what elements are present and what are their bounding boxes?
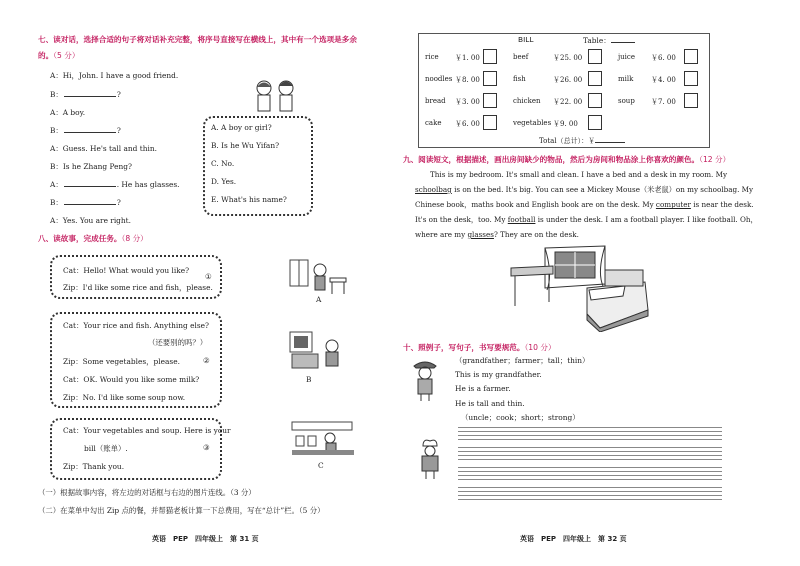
box2-line-3: Zip：Some vegetables，please.: [63, 357, 180, 366]
box2-number: ②: [203, 356, 210, 365]
bill-table: [418, 33, 710, 148]
option-a: A. A boy or girl?: [211, 123, 272, 132]
item-vegetables: vegetables: [513, 119, 552, 127]
example-hint: （grandfather；farmer；tall；thin）: [455, 356, 590, 365]
price-noodles: ￥8. 00: [455, 76, 480, 84]
price-fish: ￥26. 00: [553, 76, 583, 84]
answer-blank-4[interactable]: [64, 198, 116, 205]
passage-line-4: It's on the desk，too. My football is under the desk. I am a football player. I like football. Oh，: [415, 215, 758, 224]
answer-blank-1[interactable]: [64, 90, 116, 97]
box1-number: ①: [205, 272, 212, 281]
total-input[interactable]: [595, 136, 625, 143]
box3-line-1: Cat：Your vegetables and soup. Here is your: [63, 426, 231, 435]
price-cake: ￥6. 00: [455, 120, 480, 128]
checkbox-noodles[interactable]: [483, 71, 497, 86]
option-c: C. No.: [211, 159, 235, 168]
grandfather-illustration: [410, 358, 440, 402]
box3-line-2: bill（账单）.: [84, 444, 128, 453]
price-milk: ￥4. 00: [651, 76, 676, 84]
checkbox-chicken[interactable]: [588, 93, 602, 108]
task-hint: （uncle；cook；short；strong）: [461, 413, 580, 422]
checkbox-vegetables[interactable]: [588, 115, 602, 130]
dialog-line-7: A： . He has glasses.: [50, 180, 180, 189]
passage-line-3: Chinese book，maths book and English book are on the desk. My computer is near the desk.: [415, 200, 754, 209]
dialog-line-8: B： ?: [50, 198, 121, 207]
checkbox-rice[interactable]: [483, 49, 497, 64]
uncle-cook-illustration: [415, 438, 445, 480]
checkbox-soup[interactable]: [684, 93, 698, 108]
checkbox-cake[interactable]: [483, 115, 497, 130]
checkbox-milk[interactable]: [684, 71, 698, 86]
item-cake: cake: [425, 119, 442, 127]
section-9-title: 九、阅读短文，根据描述，画出房间缺少的物品，然后为房间和物品涂上你喜欢的颜色。（12 分）: [403, 155, 731, 164]
story-picture-a: [288, 256, 348, 296]
price-beef: ￥25. 00: [553, 54, 583, 62]
task-2: （二）在菜单中勾出 Zip 点的餐，并帮猫老板计算一下总费用，写在“总计”栏。（5 分）: [38, 506, 325, 515]
table-label: Table：: [583, 35, 635, 46]
item-chicken: chicken: [513, 97, 541, 105]
price-juice: ￥6. 00: [651, 54, 676, 62]
answer-blank-3[interactable]: [64, 180, 116, 187]
price-bread: ￥3. 00: [455, 98, 480, 106]
passage-line-5: where are my glasses? They are on the desk.: [415, 230, 579, 239]
picture-b-label: B: [306, 375, 312, 384]
dialog-line-2: B： ?: [50, 90, 121, 99]
two-kids-illustration: [250, 78, 302, 114]
item-soup: soup: [618, 97, 635, 105]
bill-title: BILL: [518, 35, 534, 44]
example-line-1: This is my grandfather.: [455, 370, 542, 379]
option-e: E. What's his name?: [211, 195, 287, 204]
story-picture-c: [290, 420, 358, 458]
box2-line-2: （还要别的吗？）: [148, 338, 208, 347]
section-7-title-cont: 的。（5 分）: [38, 51, 80, 60]
dialog-line-9: A：Yes. You are right.: [50, 216, 131, 225]
price-vegetables: ￥9. 00: [553, 120, 578, 128]
section-7-title: 七、读对话，选择合适的句子将对话补充完整，将序号直接写在横线上，其中有一个选项是多余: [38, 35, 357, 44]
price-rice: ￥1. 00: [455, 54, 480, 62]
dialog-line-5: A：Guess. He's tall and thin.: [50, 144, 157, 153]
example-line-3: He is tall and thin.: [455, 399, 525, 408]
dialog-line-4: B： ?: [50, 126, 121, 135]
dialog-line-1: A：Hi，John. I have a good friend.: [50, 71, 179, 80]
item-milk: milk: [618, 75, 634, 83]
item-noodles: noodles: [425, 75, 453, 83]
checkbox-beef[interactable]: [588, 49, 602, 64]
left-footer: 英语 PEP 四年级上 第 31 页: [152, 535, 259, 543]
picture-a-label: A: [316, 295, 322, 304]
right-footer: 英语 PEP 四年级上 第 32 页: [520, 535, 627, 543]
box3-line-3: Zip：Thank you.: [63, 462, 125, 471]
total-field: Total（总计）：￥: [539, 136, 625, 146]
box2-line-4: Cat：OK. Would you like some milk?: [63, 375, 200, 384]
dialog-line-6: B：Is he Zhang Peng?: [50, 162, 132, 171]
item-bread: bread: [425, 97, 446, 105]
item-fish: fish: [513, 75, 526, 83]
answer-blank-2[interactable]: [64, 126, 116, 133]
checkbox-juice[interactable]: [684, 49, 698, 64]
price-soup: ￥7. 00: [651, 98, 676, 106]
item-rice: rice: [425, 53, 439, 61]
box1-line-2: Zip：I'd like some rice and fish，please.: [63, 283, 213, 292]
dialog-line-3: A：A boy.: [50, 108, 86, 117]
box2-line-1: Cat：Your rice and fish. Anything else?: [63, 321, 210, 330]
bedroom-illustration: [505, 244, 650, 332]
checkbox-bread[interactable]: [483, 93, 497, 108]
option-b: B. Is he Wu Yifan?: [211, 141, 280, 150]
option-d: D. Yes.: [211, 177, 237, 186]
picture-c-label: C: [318, 461, 324, 470]
checkbox-fish[interactable]: [588, 71, 602, 86]
example-line-2: He is a farmer.: [455, 384, 511, 393]
box3-number: ③: [203, 443, 210, 452]
story-picture-b: [288, 330, 350, 372]
item-beef: beef: [513, 53, 529, 61]
section-8-title: 八、读故事，完成任务。（8 分）: [38, 234, 148, 243]
section-10-title: 十、照例子，写句子，书写要规范。（10 分）: [403, 343, 556, 352]
item-juice: juice: [618, 53, 635, 61]
price-chicken: ￥22. 00: [553, 98, 583, 106]
passage-line-1: This is my bedroom. It's small and clean. I have a bed and a desk in my room. My: [430, 170, 728, 179]
box2-line-5: Zip：No. I'd like some soup now.: [63, 393, 186, 402]
box1-line-1: Cat：Hello! What would you like?: [63, 266, 190, 275]
task-1: （一）根据故事内容，将左边的对话框与右边的图片连线。（3 分）: [38, 488, 256, 497]
passage-line-2: schoolbag is on the bed. It's big. You can see a Mickey Mouse（米老鼠）on my schoolbag. My: [415, 185, 754, 194]
